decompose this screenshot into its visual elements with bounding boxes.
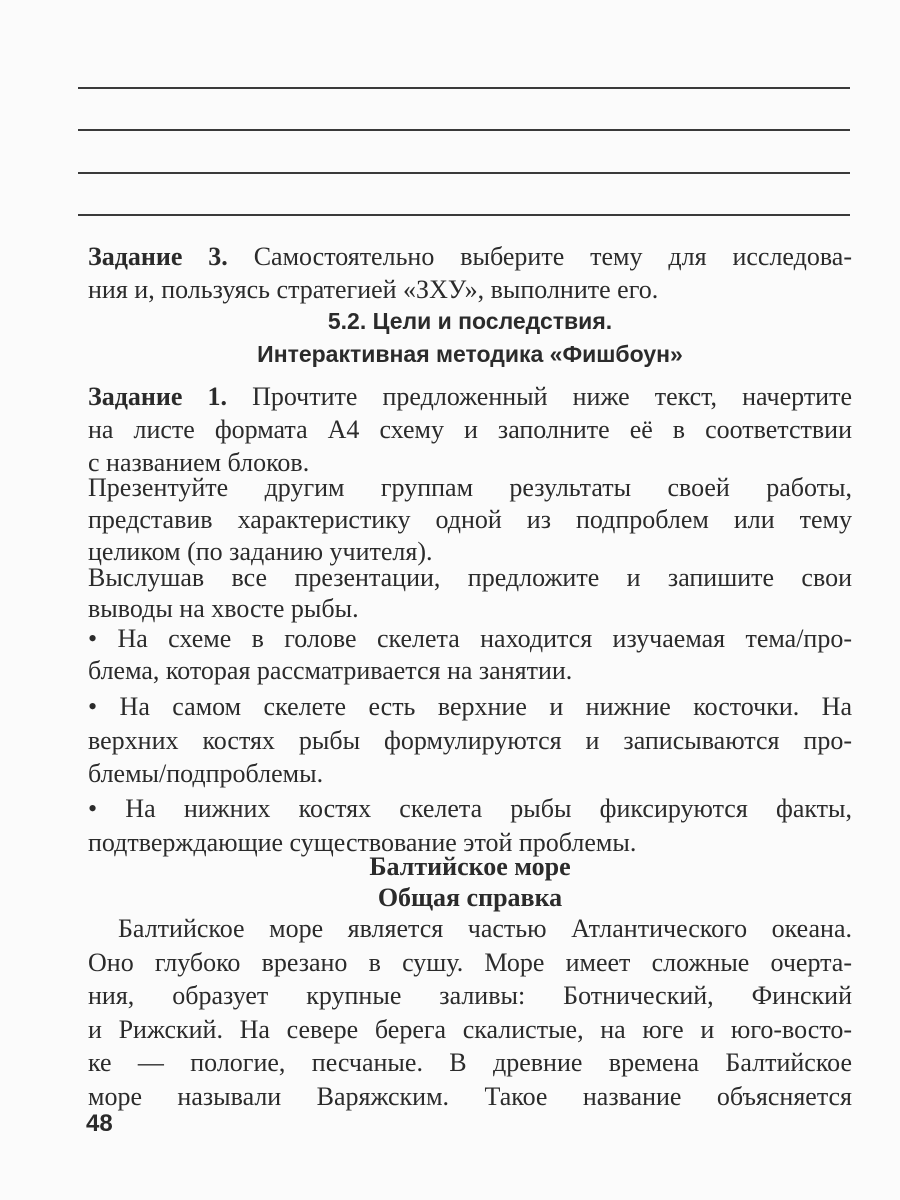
paragraph: Презентуйте другим группам результаты своей работы, представив характеристику одной из подпроблем или тему целиком (по заданию учителя). [88,473,852,566]
bullet-item: • На схеме в голове скелета находится изучаемая тема/про- блема, которая рассматривается на занятии. [88,624,852,685]
answer-line [78,214,850,216]
body-text: Балтийское море является частью Атлантического океана. Оно глубоко врезано в сушу. Море имеет сложные очерта- ния, образует крупные заливы: Ботнический, Финский и Рижский. На севере берега скалистые, на юге и юго-восто- ке — пологие, песчаные. В древние времена Балтийское море называли Варяжским. Такое название объясняется [88,914,852,1111]
task-3: Задание 3. Самостоятельно выберите тему для исследова- ния и, пользуясь стратегией «ЗХУ», выполните его. [88,242,852,304]
text-heading: Балтийское море Общая справка [369,852,571,912]
answer-line [78,172,850,174]
answer-line [78,129,850,131]
answer-line [78,87,850,89]
paragraph: Выслушав все презентации, предложите и запишите свои выводы на хвосте рыбы. [88,563,852,623]
task-1: Задание 1. Прочтите предложенный ниже текст, начертите на листе формата А4 схему и заполните её в соответствии с названием блоков. [88,382,852,477]
task-label: Задание 1. [88,382,227,411]
page-number: 48 [86,1110,113,1137]
task-label: Задание 3. [88,242,228,271]
bullet-item: • На самом скелете есть верхние и нижние косточки. На верхних костях рыбы формулируются и записываются про- блемы/подпроблемы. [88,692,852,788]
bullet-item: • На нижних костях скелета рыбы фиксируются факты, подтверждающие существование этой проблемы. [88,794,852,857]
section-heading: 5.2. Цели и последствия. Интерактивная методика «Фишбоун» [257,308,683,367]
